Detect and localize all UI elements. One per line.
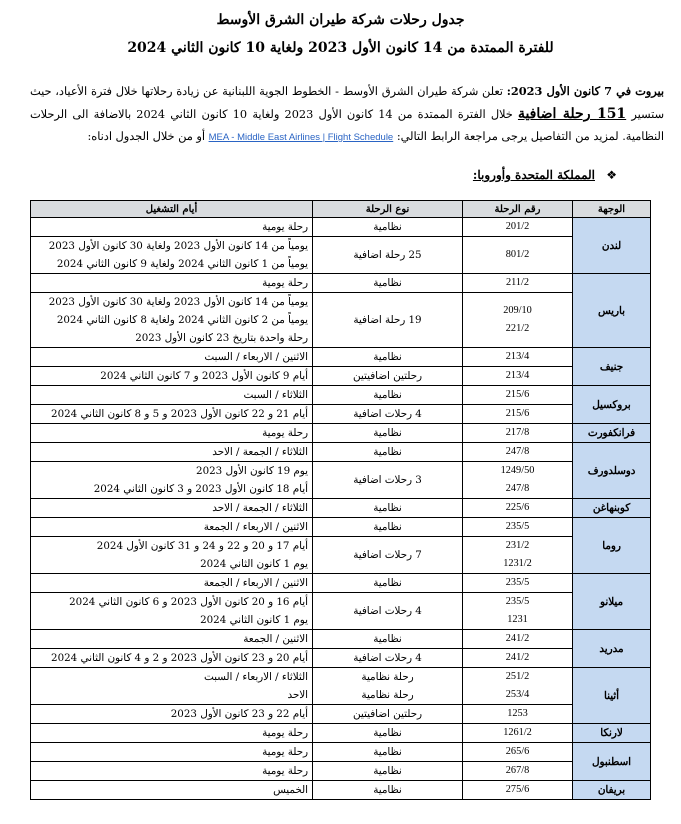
table-row xyxy=(31,705,651,724)
flight-number-line: 235/5 xyxy=(505,521,530,532)
flight-type-cell xyxy=(313,499,463,518)
flight-type-line: نظامية xyxy=(373,577,402,589)
destination-cell: باريس xyxy=(573,274,651,348)
operating-days-line: رحلة يومية xyxy=(262,746,308,758)
flight-type-cell xyxy=(313,781,463,800)
operating-days-line: رحلة يومية xyxy=(262,221,308,233)
header-flight-number: رقم الرحلة xyxy=(463,201,573,218)
table-row xyxy=(31,274,651,293)
operating-days-line: أيام 20 و 23 كانون الأول 2023 و 2 و 4 كانون الثاني 2024 xyxy=(51,652,308,664)
flight-number-cell xyxy=(463,781,573,800)
flight-number-cell xyxy=(463,293,573,348)
bullet-icon: ❖ xyxy=(606,168,617,182)
operating-days-line: الثلاثاء / الاربعاء / السبت xyxy=(203,671,308,683)
intro-paragraph xyxy=(30,80,664,149)
flight-type-line: 25 رحلة اضافية xyxy=(353,249,422,261)
intro-text-2: خلال الفترة الممتدة من 14 كانون الأول 2023 ولغاية 10 كانون الثاني 2024 بالاضافة الى الرحلات النظامية. لمزيد من التفاصيل يرجى مراجعة الرابط التالي: xyxy=(30,108,664,143)
flight-type-cell xyxy=(313,218,463,237)
operating-days-line: رحلة يومية xyxy=(262,277,308,289)
flight-number-cell xyxy=(463,574,573,593)
flight-number-cell xyxy=(463,405,573,424)
table-row xyxy=(31,218,651,237)
flight-number-line: 215/6 xyxy=(505,408,530,419)
flight-number-cell xyxy=(463,274,573,293)
flight-type-cell xyxy=(313,518,463,537)
operating-days-line: الثلاثاء / السبت xyxy=(243,389,308,401)
flight-type-cell xyxy=(313,237,463,274)
flight-schedule-table xyxy=(30,200,651,800)
flight-number-line: 267/8 xyxy=(505,765,530,776)
flight-type-cell xyxy=(313,705,463,724)
flight-type-line: نظامية xyxy=(373,351,402,363)
flight-type-line: 7 رحلات اضافية xyxy=(353,549,422,561)
flight-number-line: 209/10 xyxy=(503,305,532,316)
operating-days-cell xyxy=(31,743,313,762)
table-row xyxy=(31,386,651,405)
operating-days-cell xyxy=(31,405,313,424)
flight-number-cell xyxy=(463,518,573,537)
flight-number-line: 201/2 xyxy=(505,221,530,232)
flight-type-cell xyxy=(313,724,463,743)
flight-number-line: 247/8 xyxy=(505,446,530,457)
flight-number-line: 1249/50 xyxy=(500,465,535,476)
flight-number-cell xyxy=(463,743,573,762)
operating-days-cell xyxy=(31,274,313,293)
table-body xyxy=(31,218,651,800)
table-row xyxy=(31,518,651,537)
operating-days-line: يومياً من 2 كانون الثاني 2024 ولغاية 8 كانون الثاني 2024 xyxy=(56,314,308,326)
operating-days-line: الاثنين / الاربعاء / السبت xyxy=(204,351,308,363)
operating-days-line: رحلة واحدة بتاريخ 23 كانون الأول 2023 xyxy=(135,332,308,344)
flight-number-line: 801/2 xyxy=(505,249,530,260)
destination-cell: بروكسيل xyxy=(573,386,651,424)
flight-type-cell xyxy=(313,386,463,405)
table-row xyxy=(31,237,651,274)
flight-type-cell xyxy=(313,537,463,574)
table-row xyxy=(31,762,651,781)
header-flight-type: نوع الرحلة xyxy=(313,201,463,218)
flight-type-cell xyxy=(313,367,463,386)
table-row xyxy=(31,630,651,649)
destination-cell: مدريد xyxy=(573,630,651,668)
operating-days-line: أيام 17 و 20 و 22 و 24 و 31 كانون الأول 2024 xyxy=(96,540,308,552)
flight-type-cell xyxy=(313,424,463,443)
flight-number-cell xyxy=(463,443,573,462)
flight-number-line: 275/6 xyxy=(505,784,530,795)
flight-type-line: نظامية xyxy=(373,784,402,796)
flight-type-line: نظامية xyxy=(373,502,402,514)
flight-number-line: 231/2 xyxy=(505,540,530,551)
operating-days-line: رحلة يومية xyxy=(262,727,308,739)
flight-number-line: 265/6 xyxy=(505,746,530,757)
flight-type-cell xyxy=(313,743,463,762)
flight-type-line: 4 رحلات اضافية xyxy=(353,652,422,664)
table-row xyxy=(31,499,651,518)
flight-type-cell xyxy=(313,443,463,462)
flight-number-cell xyxy=(463,668,573,705)
operating-days-line: يومياً من 1 كانون الثاني 2024 ولغاية 9 كانون الثاني 2024 xyxy=(56,258,308,270)
flight-type-cell xyxy=(313,574,463,593)
operating-days-line: يومياً من 14 كانون الأول 2023 ولغاية 30 كانون الأول 2023 xyxy=(48,240,308,252)
operating-days-line: الخميس xyxy=(273,784,308,796)
operating-days-cell xyxy=(31,781,313,800)
flight-number-cell xyxy=(463,630,573,649)
flight-number-line: 235/5 xyxy=(505,577,530,588)
operating-days-line: أيام 18 كانون الأول 2023 و 3 كانون الثاني 2024 xyxy=(93,483,308,495)
table-row xyxy=(31,424,651,443)
operating-days-cell xyxy=(31,649,313,668)
operating-days-cell xyxy=(31,499,313,518)
flight-type-line: نظامية xyxy=(373,727,402,739)
flight-type-line: نظامية xyxy=(373,765,402,777)
operating-days-line: رحلة يومية xyxy=(262,427,308,439)
flight-type-line: نظامية xyxy=(373,521,402,533)
flight-type-cell xyxy=(313,348,463,367)
destination-cell: بريفان xyxy=(573,781,651,800)
flight-type-line: نظامية xyxy=(373,446,402,458)
flight-number-cell xyxy=(463,705,573,724)
flight-number-cell xyxy=(463,218,573,237)
intro-highlight: 151 رحلة اضافية xyxy=(517,106,627,122)
document-subtitle: للفترة الممتدة من 14 كانون الأول 2023 ولغاية 10 كانون الثاني 2024 xyxy=(127,40,554,56)
flight-type-line: نظامية xyxy=(373,746,402,758)
operating-days-line: أيام 16 و 20 كانون الأول 2023 و 6 كانون الثاني 2024 xyxy=(69,596,308,608)
flight-type-line: 3 رحلات اضافية xyxy=(353,474,422,486)
flight-number-cell xyxy=(463,593,573,630)
operating-days-cell xyxy=(31,593,313,630)
operating-days-cell xyxy=(31,367,313,386)
table-row xyxy=(31,537,651,574)
flight-type-line: رحلة نظامية xyxy=(361,689,414,701)
table-row xyxy=(31,462,651,499)
operating-days-cell xyxy=(31,293,313,348)
flight-type-line: 4 رحلات اضافية xyxy=(353,605,422,617)
flight-number-line: 225/6 xyxy=(505,502,530,513)
flight-type-cell xyxy=(313,649,463,668)
intro-dateline: بيروت في 7 كانون الأول 2023: xyxy=(506,84,665,98)
document-title: جدول رحلات شركة طيران الشرق الأوسط xyxy=(216,12,465,28)
flight-number-line: 221/2 xyxy=(505,323,530,334)
schedule-link[interactable]: MEA - Middle East Airlines | Flight Schedule xyxy=(208,132,394,143)
operating-days-cell xyxy=(31,537,313,574)
operating-days-cell xyxy=(31,424,313,443)
flight-type-cell xyxy=(313,593,463,630)
flight-type-cell xyxy=(313,462,463,499)
flight-type-line: نظامية xyxy=(373,221,402,233)
destination-cell: أثينا xyxy=(573,668,651,724)
flight-number-line: 235/5 xyxy=(505,596,530,607)
flight-number-line: 241/2 xyxy=(505,652,530,663)
flight-number-cell xyxy=(463,367,573,386)
flight-number-cell xyxy=(463,537,573,574)
operating-days-line: الاثنين / الاربعاء / الجمعة xyxy=(203,521,308,533)
table-row xyxy=(31,724,651,743)
operating-days-line: أيام 22 و 23 كانون الأول 2023 xyxy=(170,708,308,720)
flight-number-line: 1231 xyxy=(507,614,528,625)
destination-cell: كوبنهاغن xyxy=(573,499,651,518)
destination-cell: ميلانو xyxy=(573,574,651,630)
destination-cell: اسطنبول xyxy=(573,743,651,781)
operating-days-cell xyxy=(31,574,313,593)
table-row xyxy=(31,668,651,705)
operating-days-cell xyxy=(31,237,313,274)
flight-number-line: 251/2 xyxy=(505,671,530,682)
operating-days-cell xyxy=(31,705,313,724)
operating-days-line: الاثنين / الجمعة xyxy=(243,633,308,645)
table-row xyxy=(31,293,651,348)
flight-number-cell xyxy=(463,386,573,405)
flight-number-line: 215/6 xyxy=(505,389,530,400)
flight-type-line: رحلة نظامية xyxy=(361,671,414,683)
operating-days-cell xyxy=(31,762,313,781)
flight-type-cell xyxy=(313,762,463,781)
flight-type-cell xyxy=(313,668,463,705)
table-row xyxy=(31,593,651,630)
flight-number-line: 247/8 xyxy=(505,483,530,494)
flight-type-line: نظامية xyxy=(373,427,402,439)
flight-number-line: 1253 xyxy=(507,708,528,719)
operating-days-cell xyxy=(31,518,313,537)
flight-type-line: 4 رحلات اضافية xyxy=(353,408,422,420)
operating-days-cell xyxy=(31,630,313,649)
operating-days-line: يوم 19 كانون الأول 2023 xyxy=(196,465,308,477)
operating-days-cell xyxy=(31,724,313,743)
operating-days-cell xyxy=(31,443,313,462)
flight-number-cell xyxy=(463,724,573,743)
destination-cell: لندن xyxy=(573,218,651,274)
operating-days-cell xyxy=(31,348,313,367)
operating-days-line: الثلاثاء / الجمعة / الاحد xyxy=(212,446,308,458)
operating-days-line: أيام 9 كانون الأول 2023 و 7 كانون الثاني 2024 xyxy=(100,370,308,382)
operating-days-cell xyxy=(31,668,313,705)
operating-days-line: أيام 21 و 22 كانون الأول 2023 و 5 و 8 كانون الثاني 2024 xyxy=(51,408,308,420)
operating-days-line: يوم 1 كانون الثاني 2024 xyxy=(200,558,308,570)
operating-days-line: يوم 1 كانون الثاني 2024 xyxy=(200,614,308,626)
flight-type-cell xyxy=(313,405,463,424)
flight-number-line: 213/4 xyxy=(505,370,530,381)
flight-number-cell xyxy=(463,424,573,443)
flight-number-line: 211/2 xyxy=(505,277,530,288)
table-row xyxy=(31,348,651,367)
operating-days-cell xyxy=(31,386,313,405)
table-row xyxy=(31,781,651,800)
flight-type-line: نظامية xyxy=(373,277,402,289)
flight-number-cell xyxy=(463,762,573,781)
destination-cell: روما xyxy=(573,518,651,574)
operating-days-line: الاثنين / الاربعاء / الجمعة xyxy=(203,577,308,589)
table-header-row xyxy=(31,201,651,218)
flight-number-line: 253/4 xyxy=(505,689,530,700)
table-row xyxy=(31,405,651,424)
intro-text-3: أو من خلال الجدول ادناه: xyxy=(87,130,205,143)
flight-type-cell xyxy=(313,274,463,293)
operating-days-cell xyxy=(31,218,313,237)
flight-number-cell xyxy=(463,237,573,274)
flight-type-line: 19 رحلة اضافية xyxy=(353,314,422,326)
destination-cell: جنيف xyxy=(573,348,651,386)
operating-days-cell xyxy=(31,462,313,499)
flight-number-line: 217/8 xyxy=(505,427,530,438)
flight-type-cell xyxy=(313,630,463,649)
operating-days-line: الاحد xyxy=(287,689,308,701)
section-heading: المملكة المتحدة وأوروبا: xyxy=(472,168,595,182)
operating-days-line: الثلاثاء / الجمعة / الاحد xyxy=(212,502,308,514)
table-row xyxy=(31,743,651,762)
destination-cell: دوسلدورف xyxy=(573,443,651,499)
destination-cell: فرانكفورت xyxy=(573,424,651,443)
destination-cell: لارنكا xyxy=(573,724,651,743)
flight-type-cell xyxy=(313,293,463,348)
flight-number-line: 241/2 xyxy=(505,633,530,644)
operating-days-line: رحلة يومية xyxy=(262,765,308,777)
flight-number-cell xyxy=(463,348,573,367)
table-row xyxy=(31,367,651,386)
flight-number-line: 1231/2 xyxy=(503,558,532,569)
table-row xyxy=(31,574,651,593)
table-row xyxy=(31,443,651,462)
flight-number-cell xyxy=(463,499,573,518)
flight-type-line: نظامية xyxy=(373,389,402,401)
flight-number-cell xyxy=(463,462,573,499)
header-destination: الوجهة xyxy=(573,201,651,218)
flight-number-cell xyxy=(463,649,573,668)
flight-number-line: 1261/2 xyxy=(503,727,532,738)
flight-number-line: 213/4 xyxy=(505,351,530,362)
flight-type-line: نظامية xyxy=(373,633,402,645)
header-operating-days: أيام التشغيل xyxy=(31,201,313,218)
intro-text-1: تعلن شركة طيران الشرق الأوسط - الخطوط الجوية اللبنانية عن زيادة رحلاتها خلال فترة الأعياد، حيث ستسير xyxy=(30,85,664,121)
flight-type-line: رحلتين اضافيتين xyxy=(353,708,422,720)
flight-type-line: رحلتين اضافيتين xyxy=(353,370,422,382)
table-row xyxy=(31,649,651,668)
operating-days-line: يومياً من 14 كانون الأول 2023 ولغاية 30 كانون الأول 2023 xyxy=(48,296,308,308)
